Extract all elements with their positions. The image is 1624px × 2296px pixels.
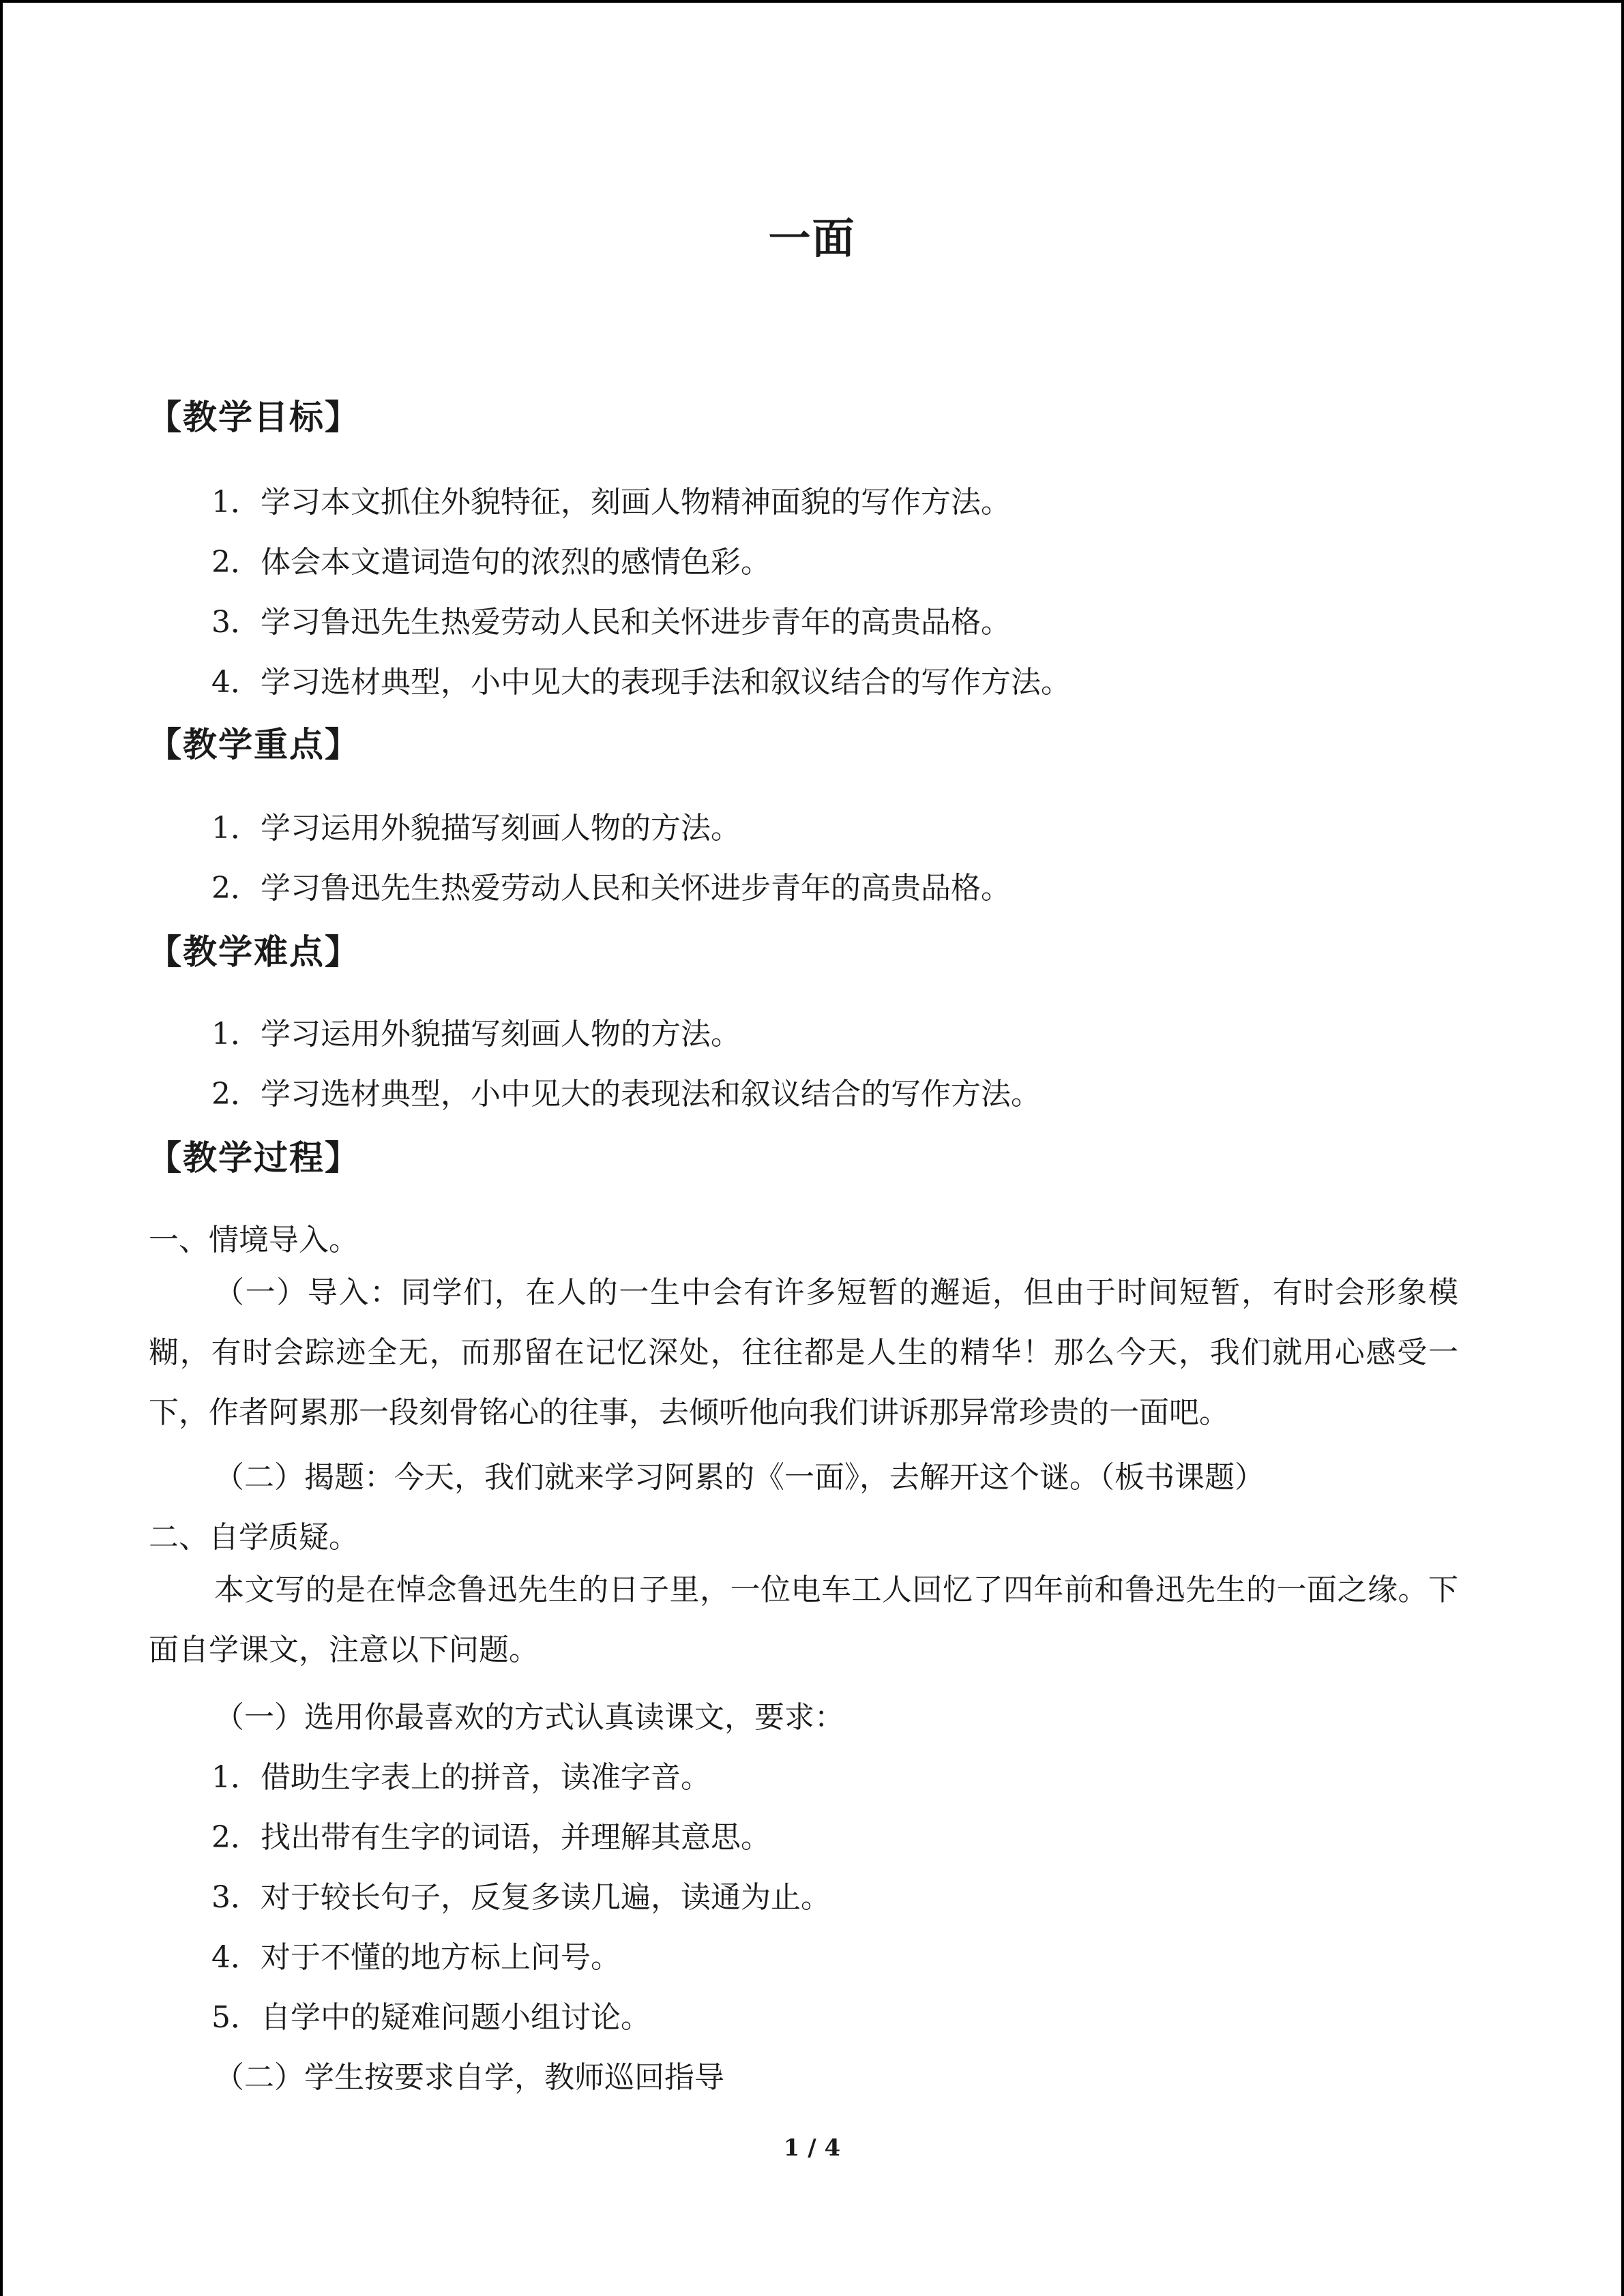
page-indicator: 1 / 4 — [783, 2134, 841, 2162]
process-part2-intro: 本文写的是在悼念鲁迅先生的日子里，一位电车工人回忆了四年前和鲁迅先生的一面之缘。下面自学课文，注意以下问题。 — [149, 1572, 1458, 1667]
difficulty-item: 2．学习选材典型，小中见大的表现法和叙议结合的写作方法。 — [211, 1077, 1041, 1112]
process-part1-reveal: （二）揭题：今天，我们就来学习阿累的《一面》，去解开这个谜。（板书课题） — [214, 1460, 1265, 1495]
process-part2-item: 5．自学中的疑难问题小组讨论。 — [211, 2000, 651, 2035]
process-part1-intro: （一）导入：同学们，在人的一生中会有许多短暂的邂逅，但由于时间短暂，有时会形象模糊，有时会踪迹全无，而那留在记忆深处，往往都是人生的精华！那么今天，我们就用心感受一下，作者阿累那一段刻骨铭心的往事，去倾听他向我们讲诉那异常珍贵的一面吧。 — [149, 1275, 1458, 1430]
process-part2-title: 二、自学质疑。 — [149, 1520, 359, 1555]
heading-key-points: 【教学重点】 — [147, 724, 360, 764]
process-part2-sub1: （一）选用你最喜欢的方式认真读课文，要求： — [214, 1700, 844, 1735]
key-point-item: 1．学习运用外貌描写刻画人物的方法。 — [211, 811, 741, 846]
process-part2-item: 4．对于不懂的地方标上问号。 — [211, 1940, 621, 1975]
heading-process: 【教学过程】 — [147, 1137, 360, 1178]
process-part1-title: 一、情境导入。 — [149, 1223, 359, 1257]
process-part2-sub2: （二）学生按要求自学，教师巡回指导 — [214, 2060, 724, 2095]
page-border-top — [0, 0, 1624, 3]
page-border-left — [0, 0, 3, 2296]
objective-item: 1．学习本文抓住外貌特征，刻画人物精神面貌的写作方法。 — [211, 485, 1011, 520]
process-part2-item: 2．找出带有生字的词语，并理解其意思。 — [211, 1820, 771, 1855]
process-part2-item: 3．对于较长句子，反复多读几遍，读通为止。 — [211, 1880, 831, 1915]
objective-item: 4．学习选材典型，小中见大的表现手法和叙议结合的写作方法。 — [211, 665, 1071, 700]
difficulty-item: 1．学习运用外貌描写刻画人物的方法。 — [211, 1017, 741, 1052]
document-title: 一面 — [768, 213, 856, 263]
process-part2-item: 1．借助生字表上的拼音，读准字音。 — [211, 1760, 711, 1795]
key-point-item: 2．学习鲁迅先生热爱劳动人民和关怀进步青年的高贵品格。 — [211, 871, 1011, 906]
page-border-right — [1621, 0, 1624, 2296]
heading-difficulties: 【教学难点】 — [147, 931, 360, 972]
objective-item: 2．体会本文遣词造句的浓烈的感情色彩。 — [211, 545, 771, 580]
heading-objectives: 【教学目标】 — [147, 397, 360, 437]
objective-item: 3．学习鲁迅先生热爱劳动人民和关怀进步青年的高贵品格。 — [211, 605, 1011, 640]
